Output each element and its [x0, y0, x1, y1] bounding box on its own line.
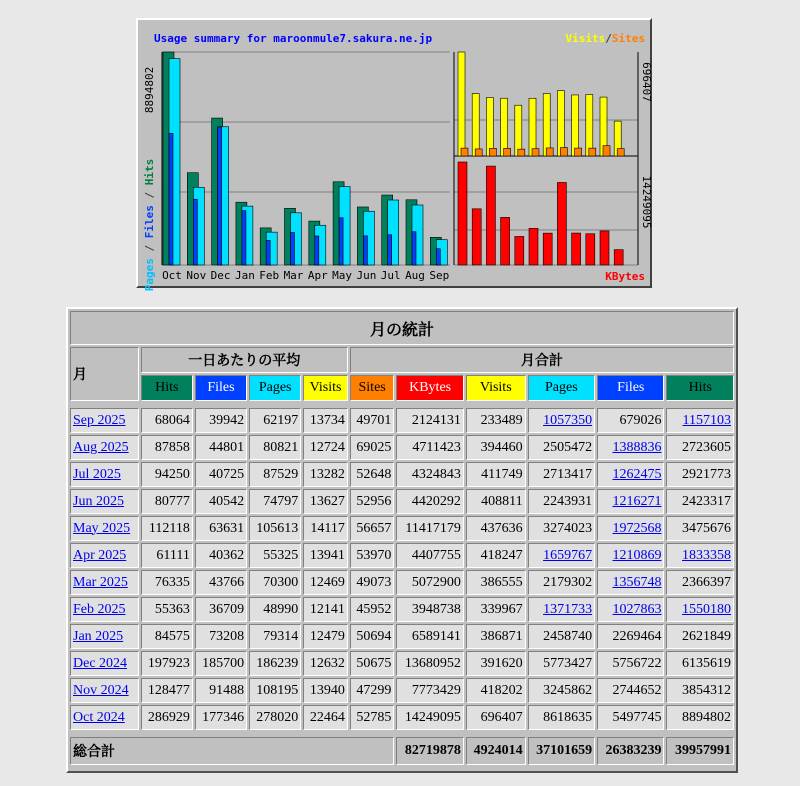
monthly-hits-link[interactable]: 1833358 — [682, 547, 731, 563]
monthly-hits-cell — [666, 597, 734, 622]
files-bar — [436, 249, 440, 265]
monthly-files-link[interactable]: 1972568 — [612, 520, 662, 536]
monthly-files-cell: 679026 — [597, 408, 664, 433]
monthly-visits-cell: 418247 — [466, 543, 526, 568]
monthly-files-cell — [597, 516, 664, 541]
daily-avg-cell: 55325 — [249, 543, 301, 568]
month-link[interactable]: Dec 2024 — [73, 655, 128, 671]
daily-avg-cell: 185700 — [195, 651, 247, 676]
monthly-files-cell — [597, 597, 664, 622]
daily-avg-cell: 186239 — [249, 651, 301, 676]
graph-title: Usage summary for maroonmule7.sakura.ne.jp — [154, 32, 433, 45]
legend-sites: Sites — [611, 32, 645, 45]
usage-chart — [138, 20, 653, 292]
daily-avg-cell: 39942 — [195, 408, 247, 433]
visits-bar — [543, 94, 550, 156]
sites-bar — [560, 148, 567, 156]
files-bar — [242, 211, 246, 265]
sites-bar — [546, 148, 553, 156]
daily-avg-cell: 70300 — [249, 570, 301, 595]
visits-bar — [501, 98, 508, 156]
left-legend-part: Pages — [143, 258, 156, 292]
monthly-pages-cell: 3274023 — [528, 516, 595, 541]
daily-avg-cell: 44801 — [195, 435, 247, 460]
month-label: Sep — [429, 269, 450, 282]
daily-avg-cell: 12141 — [303, 597, 348, 622]
daily-avg-cell: 286929 — [141, 705, 193, 730]
daily-avg-cell: 80777 — [141, 489, 193, 514]
usage-summary-graph — [136, 18, 653, 292]
monthly-sites-cell: 56657 — [350, 516, 395, 541]
monthly-hits-cell: 2723605 — [666, 435, 734, 460]
daily-avg-cell: 13734 — [303, 408, 348, 433]
column-header: Sites — [350, 375, 395, 401]
month-label: Jul — [380, 269, 401, 282]
monthly-hits-cell: 3475676 — [666, 516, 734, 541]
monthly-pages-cell — [528, 543, 595, 568]
daily-avg-cell: 13941 — [303, 543, 348, 568]
month-labels — [162, 269, 449, 282]
column-header: Visits — [466, 375, 526, 401]
header-spacer — [70, 403, 734, 406]
monthly-visits-cell: 339967 — [466, 597, 526, 622]
monthly-kbytes-cell: 11417179 — [396, 516, 463, 541]
monthly-files-link[interactable]: 1027863 — [612, 601, 662, 617]
monthly-sites-cell: 49073 — [350, 570, 395, 595]
total-value-cell: 26383239 — [597, 737, 664, 765]
month-label: Jan — [234, 269, 255, 282]
kbytes-bar — [572, 233, 581, 265]
monthly-pages-cell — [528, 408, 595, 433]
monthly-pages-cell: 2505472 — [528, 435, 595, 460]
files-bar — [169, 133, 173, 265]
month-link[interactable]: May 2025 — [73, 520, 131, 536]
daily-avg-cell: 13282 — [303, 462, 348, 487]
monthly-files-link[interactable]: 1216271 — [612, 493, 662, 509]
monthly-stats-table — [68, 309, 736, 767]
monthly-files-cell: 2744652 — [597, 678, 664, 703]
month-label: Mar — [283, 269, 304, 282]
daily-avg-cell: 43766 — [195, 570, 247, 595]
column-header: Hits — [666, 375, 734, 401]
monthly-pages-cell: 2713417 — [528, 462, 595, 487]
table-row — [70, 516, 734, 541]
table-row — [70, 624, 734, 649]
daily-avg-cell: 76335 — [141, 570, 193, 595]
month-link[interactable]: Jan 2025 — [73, 628, 124, 644]
monthly-pages-link[interactable]: 1371733 — [543, 601, 593, 617]
month-link[interactable]: Jun 2025 — [73, 493, 124, 509]
total-value-cell: 37101659 — [528, 737, 595, 765]
month-link[interactable]: Mar 2025 — [73, 574, 128, 590]
monthly-visits-cell: 391620 — [466, 651, 526, 676]
left-legend-part: / — [143, 185, 156, 206]
total-value-cell: 39957991 — [666, 737, 734, 765]
monthly-visits-cell: 394460 — [466, 435, 526, 460]
monthly-files-cell: 5497745 — [597, 705, 664, 730]
monthly-stats-panel — [66, 307, 738, 773]
spacer-cell — [70, 403, 734, 406]
totals-row — [70, 737, 734, 765]
column-header: Hits — [141, 375, 193, 401]
monthly-visits-cell: 696407 — [466, 705, 526, 730]
table-row — [70, 678, 734, 703]
files-bar — [315, 236, 319, 265]
month-cell — [70, 570, 139, 595]
month-label: Aug — [405, 269, 425, 282]
month-link[interactable]: Apr 2025 — [73, 547, 127, 563]
daily-avg-cell: 128477 — [141, 678, 193, 703]
month-cell — [70, 651, 139, 676]
month-link[interactable]: Aug 2025 — [73, 439, 129, 455]
daily-avg-cell: 80821 — [249, 435, 301, 460]
month-label: Nov — [186, 269, 207, 282]
month-label: Apr — [307, 269, 328, 282]
monthly-pages-link[interactable]: 1057350 — [543, 412, 593, 428]
monthly-hits-cell — [666, 408, 734, 433]
kbytes-bar — [501, 217, 510, 265]
monthly-hits-cell: 8894802 — [666, 705, 734, 730]
daily-avg-cell: 94250 — [141, 462, 193, 487]
monthly-sites-cell: 69025 — [350, 435, 395, 460]
legend-visits: Visits — [565, 32, 606, 45]
monthly-files-link[interactable]: 1356748 — [612, 574, 662, 590]
daily-avg-cell: 40725 — [195, 462, 247, 487]
table-row — [70, 489, 734, 514]
sites-bar — [532, 149, 539, 156]
left-axis-legend — [143, 159, 156, 292]
files-bar — [339, 218, 343, 265]
daily-avg-cell: 63631 — [195, 516, 247, 541]
monthly-sites-cell: 45952 — [350, 597, 395, 622]
left-legend-part: Hits — [143, 158, 156, 186]
monthly-total-header: 月合計 — [350, 347, 734, 373]
month-link[interactable]: Nov 2024 — [73, 682, 129, 698]
daily-avg-cell: 12724 — [303, 435, 348, 460]
monthly-visits-cell: 233489 — [466, 408, 526, 433]
monthly-files-cell — [597, 570, 664, 595]
monthly-sites-cell: 52785 — [350, 705, 395, 730]
month-column-header: 月 — [70, 347, 139, 401]
monthly-visits-cell: 408811 — [466, 489, 526, 514]
kbytes-bar — [600, 231, 609, 265]
files-bar — [218, 127, 222, 265]
daily-avg-cell: 13940 — [303, 678, 348, 703]
sites-bar — [617, 149, 624, 156]
daily-avg-cell: 12469 — [303, 570, 348, 595]
daily-avg-cell: 36709 — [195, 597, 247, 622]
table-row — [70, 570, 734, 595]
monthly-visits-cell: 418202 — [466, 678, 526, 703]
daily-avg-cell: 61111 — [141, 543, 193, 568]
visits-bar — [529, 98, 536, 156]
kbytes-bar — [557, 182, 566, 265]
files-bar — [412, 232, 416, 265]
monthly-kbytes-cell: 5072900 — [396, 570, 463, 595]
daily-avg-cell: 14117 — [303, 516, 348, 541]
files-bar — [291, 233, 295, 265]
column-header: Visits — [303, 375, 348, 401]
daily-avg-cell: 12479 — [303, 624, 348, 649]
files-bar — [193, 199, 197, 265]
month-link[interactable]: Sep 2025 — [73, 412, 126, 428]
month-cell — [70, 705, 139, 730]
files-bar — [363, 236, 367, 265]
daily-avg-cell: 197923 — [141, 651, 193, 676]
sites-bar — [489, 148, 496, 156]
table-row — [70, 543, 734, 568]
left-legend-part: Files — [143, 205, 156, 239]
monthly-visits-cell: 386871 — [466, 624, 526, 649]
monthly-hits-cell: 3854312 — [666, 678, 734, 703]
files-bar — [388, 235, 392, 265]
monthly-hits-cell — [666, 543, 734, 568]
kbytes-bar — [586, 234, 595, 265]
month-link[interactable]: Feb 2025 — [73, 601, 126, 617]
monthly-kbytes-cell: 4420292 — [396, 489, 463, 514]
daily-avg-cell: 62197 — [249, 408, 301, 433]
monthly-visits-cell: 411749 — [466, 462, 526, 487]
table-row — [70, 597, 734, 622]
monthly-hits-cell: 2423317 — [666, 489, 734, 514]
axis-right-bottom-max: 14249095 — [640, 175, 653, 229]
month-cell — [70, 678, 139, 703]
visits-sites-bars — [458, 52, 624, 156]
daily-avg-cell: 40542 — [195, 489, 247, 514]
sites-bar — [504, 148, 511, 156]
monthly-files-cell — [597, 462, 664, 487]
monthly-hits-cell: 2621849 — [666, 624, 734, 649]
monthly-pages-cell: 5773427 — [528, 651, 595, 676]
daily-avg-cell: 105613 — [249, 516, 301, 541]
monthly-hits-cell: 2366397 — [666, 570, 734, 595]
kbytes-bar — [543, 233, 552, 265]
month-cell — [70, 462, 139, 487]
monthly-sites-cell: 52648 — [350, 462, 395, 487]
monthly-files-link[interactable]: 1388836 — [612, 439, 662, 455]
spacer-cell — [70, 732, 734, 735]
monthly-sites-cell: 50694 — [350, 624, 395, 649]
axis-left-max: 8894802 — [143, 66, 156, 114]
monthly-files-cell — [597, 489, 664, 514]
monthly-kbytes-cell: 7773429 — [396, 678, 463, 703]
kbytes-bar — [614, 250, 623, 265]
visits-bar — [486, 98, 493, 156]
monthly-sites-cell: 47299 — [350, 678, 395, 703]
sites-bar — [589, 148, 596, 156]
daily-avg-cell: 278020 — [249, 705, 301, 730]
month-label: Jun — [356, 269, 377, 282]
daily-avg-cell: 84575 — [141, 624, 193, 649]
daily-avg-cell: 91488 — [195, 678, 247, 703]
hits-files-pages-bars — [163, 52, 447, 265]
kbytes-bars — [458, 162, 623, 265]
table-row — [70, 435, 734, 460]
month-label: Feb — [259, 269, 280, 282]
monthly-files-link[interactable]: 1210869 — [612, 547, 662, 563]
month-cell — [70, 516, 139, 541]
left-legend-part: / — [143, 238, 156, 259]
column-header: Files — [597, 375, 664, 401]
legend-sep: / — [605, 32, 612, 45]
monthly-files-cell — [597, 543, 664, 568]
monthly-kbytes-cell: 14249095 — [396, 705, 463, 730]
sites-bar — [461, 148, 468, 156]
table-title: 月の統計 — [70, 311, 734, 345]
daily-avg-cell: 112118 — [141, 516, 193, 541]
daily-avg-cell: 55363 — [141, 597, 193, 622]
daily-avg-cell: 13627 — [303, 489, 348, 514]
monthly-pages-cell: 2179302 — [528, 570, 595, 595]
monthly-kbytes-cell: 4324843 — [396, 462, 463, 487]
daily-avg-cell: 87858 — [141, 435, 193, 460]
total-value-cell: 82719878 — [396, 737, 463, 765]
column-header: Files — [195, 375, 247, 401]
sites-bar — [603, 146, 610, 156]
daily-avg-cell: 87529 — [249, 462, 301, 487]
daily-avg-cell: 79314 — [249, 624, 301, 649]
table-body — [70, 408, 734, 730]
visits-bar — [458, 52, 465, 156]
monthly-hits-link[interactable]: 1157103 — [682, 412, 731, 428]
monthly-sites-cell: 53970 — [350, 543, 395, 568]
visits-bar — [472, 94, 479, 156]
monthly-sites-cell: 52956 — [350, 489, 395, 514]
daily-avg-cell: 22464 — [303, 705, 348, 730]
table-row — [70, 705, 734, 730]
monthly-kbytes-cell: 2124131 — [396, 408, 463, 433]
daily-avg-cell: 74797 — [249, 489, 301, 514]
month-cell — [70, 624, 139, 649]
monthly-pages-cell — [528, 597, 595, 622]
monthly-files-link[interactable]: 1262475 — [612, 466, 662, 482]
left-legend-text — [143, 159, 156, 292]
column-header: Pages — [528, 375, 595, 401]
month-cell — [70, 597, 139, 622]
monthly-kbytes-cell: 3948738 — [396, 597, 463, 622]
visits-bar — [586, 95, 593, 156]
monthly-sites-cell: 50675 — [350, 651, 395, 676]
footer-spacer — [70, 732, 734, 735]
column-header: KBytes — [396, 375, 463, 401]
monthly-sites-cell: 49701 — [350, 408, 395, 433]
sites-bar — [475, 149, 482, 156]
monthly-hits-link[interactable]: 1550180 — [682, 601, 731, 617]
visits-bar — [515, 105, 522, 156]
monthly-pages-cell: 2243931 — [528, 489, 595, 514]
monthly-visits-cell: 386555 — [466, 570, 526, 595]
monthly-files-cell: 2269464 — [597, 624, 664, 649]
monthly-hits-cell: 2921773 — [666, 462, 734, 487]
kbytes-bar — [458, 162, 467, 265]
column-header-row — [70, 375, 734, 401]
daily-avg-cell: 40362 — [195, 543, 247, 568]
monthly-visits-cell: 437636 — [466, 516, 526, 541]
monthly-pages-cell: 3245862 — [528, 678, 595, 703]
table-row — [70, 462, 734, 487]
kbytes-bar — [515, 236, 524, 265]
kbytes-bar — [529, 228, 538, 265]
month-label: Oct — [162, 269, 182, 282]
monthly-pages-link[interactable]: 1659767 — [543, 547, 593, 563]
monthly-kbytes-cell: 4407755 — [396, 543, 463, 568]
total-value-cell: 4924014 — [466, 737, 526, 765]
files-bar — [266, 240, 270, 265]
month-cell — [70, 543, 139, 568]
legend-kbytes: KBytes — [605, 270, 645, 283]
month-link[interactable]: Oct 2024 — [73, 709, 125, 725]
totals-label: 総合計 — [70, 737, 394, 765]
month-cell — [70, 435, 139, 460]
graph-legend-visits-sites — [566, 32, 646, 45]
monthly-kbytes-cell: 6589141 — [396, 624, 463, 649]
month-link[interactable]: Jul 2025 — [73, 466, 121, 482]
monthly-kbytes-cell: 13680952 — [396, 651, 463, 676]
month-cell — [70, 408, 139, 433]
month-label: Dec — [210, 269, 231, 282]
daily-avg-cell: 48990 — [249, 597, 301, 622]
sites-bar — [575, 148, 582, 156]
monthly-files-cell — [597, 435, 664, 460]
monthly-pages-cell: 2458740 — [528, 624, 595, 649]
axis-right-top-max: 696407 — [640, 62, 653, 102]
month-cell — [70, 489, 139, 514]
monthly-pages-cell: 8618635 — [528, 705, 595, 730]
monthly-files-cell: 5756722 — [597, 651, 664, 676]
daily-avg-cell: 177346 — [195, 705, 247, 730]
kbytes-bar — [486, 166, 495, 265]
monthly-kbytes-cell: 4711423 — [396, 435, 463, 460]
table-row — [70, 408, 734, 433]
daily-avg-cell: 68064 — [141, 408, 193, 433]
month-label: May — [332, 269, 353, 282]
monthly-hits-cell: 6135619 — [666, 651, 734, 676]
visits-bar — [557, 91, 564, 156]
visits-bar — [572, 95, 579, 156]
daily-avg-cell: 108195 — [249, 678, 301, 703]
sites-bar — [518, 149, 525, 156]
daily-avg-cell: 73208 — [195, 624, 247, 649]
table-row — [70, 651, 734, 676]
column-header: Pages — [249, 375, 301, 401]
kbytes-bar — [472, 209, 481, 265]
daily-avg-cell: 12632 — [303, 651, 348, 676]
daily-average-header: 一日あたりの平均 — [141, 347, 348, 373]
